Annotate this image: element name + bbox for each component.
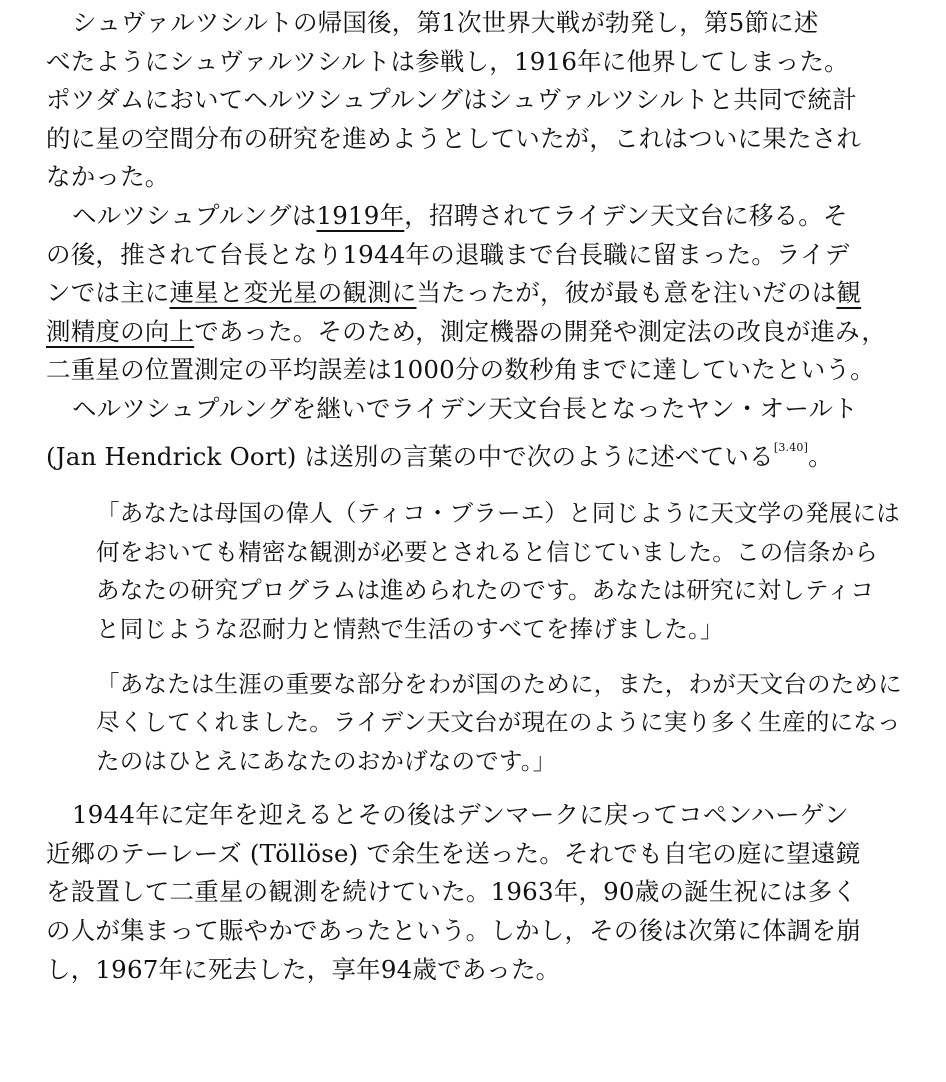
text-segment: であった。そのため，測定機器の開発や測定法の改良が進み，	[194, 316, 887, 346]
text-line	[46, 313, 906, 352]
quote-line: 尽くしてくれました。ライデン天文台が現在のように実り多く生産的になっ	[96, 708, 901, 737]
text-line: し，1967年に死去した，享年94歳であった。	[46, 954, 561, 984]
text-segment: ンでは主に	[46, 278, 170, 308]
text-line: ヘルツシュプルングを継いでライデン天文台長となったヤン・オールト	[72, 393, 858, 423]
text-line: 二重星の位置測定の平均誤差は1000分の数秒角までに達していたという。	[46, 355, 875, 385]
text-segment: (Jan Hendrick Oort) は送別の言葉の中で次のように述べている	[46, 441, 774, 471]
text-line: 1944年に定年を迎えるとその後はデンマークに戻ってコペンハーゲン	[72, 800, 849, 830]
underlined-phrase: 観	[836, 278, 862, 308]
text-segment: 。	[808, 441, 833, 471]
text-line: を設置して二重星の観測を続けていた。1963年，90歳の誕生祝には多く	[46, 877, 858, 907]
text-segment: 当たったが，彼が最も意を注いだのは	[416, 278, 837, 308]
paragraph-1	[46, 4, 906, 197]
paragraph-2	[46, 197, 906, 390]
quote-line: あなたの研究プログラムは進められたのです。あなたは研究に対しティコ	[96, 576, 875, 605]
text-line: の人が集まって賑やかであったという。しかし，その後は次第に体調を崩	[46, 916, 861, 946]
text-line: ポツダムにおいてヘルツシュプルングはシュヴァルツシルトと共同で統計	[46, 85, 857, 115]
text-line	[46, 274, 906, 313]
text-line	[46, 197, 906, 236]
quote-line: と同じような忍耐力と情熱で生活のすべてを捧げました。」	[96, 614, 724, 643]
underlined-year: 1919年	[316, 200, 405, 230]
text-line: の後，推されて台長となり1944年の退職まで台長職に留まった。ライデ	[46, 239, 850, 269]
quote-1	[46, 494, 906, 648]
text-line: べたようにシュヴァルツシルトは参戦し，1916年に他界してしまった。	[46, 46, 849, 76]
text-segment: ヘルツシュプルングは	[72, 200, 317, 230]
paragraph-final	[46, 796, 906, 989]
text-line: なかった。	[46, 162, 170, 192]
text-line: シュヴァルツシルトの帰国後，第1次世界大戦が勃発し，第5節に述	[72, 8, 819, 37]
text-line: 近郷のテーレーズ (Töllöse) で余生を送った。それでも自宅の庭に望遠鏡	[46, 838, 861, 868]
quote-2	[46, 665, 906, 781]
underlined-phrase: 連星と変光星の観測に	[169, 278, 417, 308]
text-line	[46, 429, 906, 477]
underlined-phrase: 測精度の向上	[46, 316, 195, 346]
text-line: 的に星の空間分布の研究を進めようとしていたが，これはついに果たされ	[46, 123, 862, 153]
text-segment: ，招聘されてライデン天文台に移る。そ	[404, 200, 848, 230]
quote-line: たのはひとえにあなたのおかげなのです。」	[96, 746, 557, 775]
paragraph-3	[46, 390, 906, 476]
quote-line: 「あなたは母国の偉人（ティコ・ブラーエ）と同じように天文学の発展には	[96, 499, 900, 528]
quote-line: 「あなたは生涯の重要な部分をわが国のために，また，わが天文台のために	[96, 669, 902, 698]
reference-mark: [3.40]	[773, 440, 809, 454]
quote-line: 何をおいても精密な観測が必要とされると信じていました。この信条から	[96, 537, 879, 566]
